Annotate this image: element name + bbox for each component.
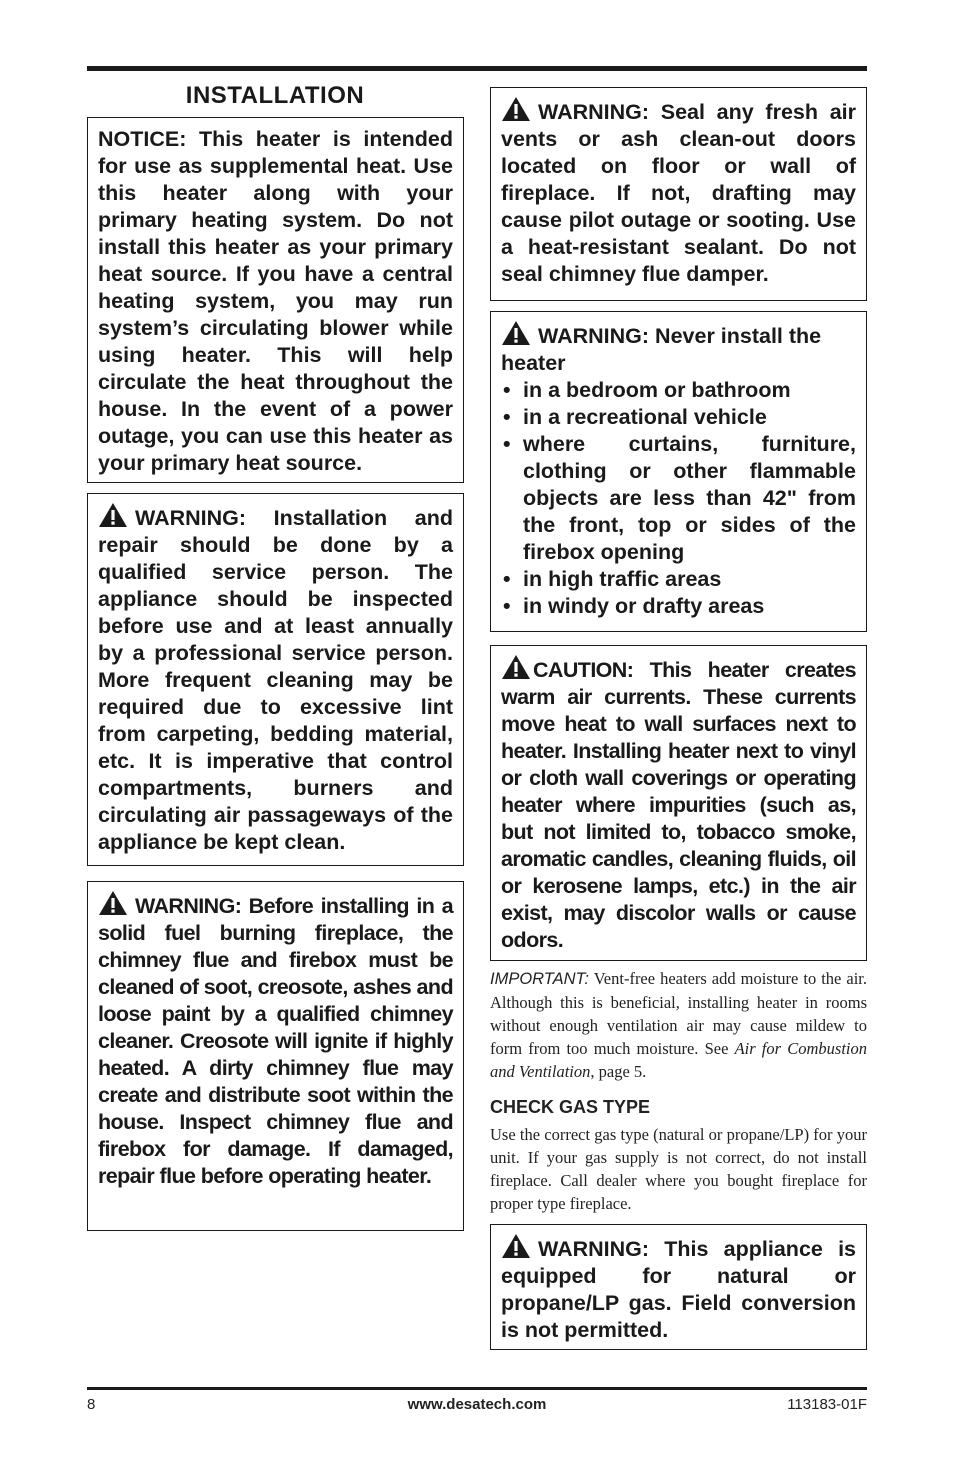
location-list bbox=[501, 377, 856, 620]
warning-never-install-box bbox=[490, 311, 867, 632]
warning-triangle-icon bbox=[501, 96, 531, 122]
check-gas-heading: CHECK GAS TYPE bbox=[490, 1097, 651, 1117]
warning-seal-box bbox=[490, 87, 867, 301]
document-number: 113183-01F bbox=[787, 1396, 867, 1413]
warning-never-install-intro: WARNING: Never install the heater bbox=[501, 324, 822, 375]
warning-triangle-icon bbox=[98, 502, 128, 528]
important-label: IMPORTANT: bbox=[490, 970, 589, 988]
page-number: 8 bbox=[87, 1396, 96, 1413]
list-item: • in high traffic areas bbox=[501, 566, 856, 593]
caution-currents-text: CAUTION: This heater creates warm air currents. These currents move heat to wall surfaces next to heater. Installing heater next to vinyl or cloth wall coverings or operating heater where impurities (such as, but not limited to, tobacco smoke, aromatic candles, cleaning fluids, oil or kerosene lamps, etc.) in the air exist, may discolor walls or cause odors. bbox=[501, 658, 856, 952]
warning-triangle-icon bbox=[501, 654, 531, 680]
warning-triangle-icon bbox=[501, 1233, 531, 1259]
list-item: • in a bedroom or bathroom bbox=[501, 377, 856, 404]
important-reference: Air for Combustion and Ventilation bbox=[490, 1039, 867, 1081]
bottom-rule bbox=[87, 1387, 867, 1390]
notice-text: NOTICE: This heater is intended for use as supplemental heat. Use this heater along with your primary heating system. Do not install this heater as your primary heat source. If you have a central heating system, you may run system’s circulating blower while using heater. This will help circulate the heat throughout the house. In the event of a power outage, you can use this heater as your primary heat source. bbox=[98, 127, 453, 475]
warning-solid-fuel-box bbox=[87, 881, 464, 1231]
list-item: • in windy or drafty areas bbox=[501, 593, 856, 620]
warning-installation-box bbox=[87, 493, 464, 866]
warning-seal-text: WARNING: Seal any fresh air vents or ash clean-out doors located on floor or wall of fireplace. If not, drafting may cause pilot outage or sooting. Use a heat-resistant sealant. Do not seal chimney flue damper. bbox=[501, 100, 856, 286]
warning-triangle-icon bbox=[98, 890, 128, 916]
warning-installation-text: WARNING: Installation and repair should be done by a qualified service person. The appliance should be inspected before use and at least annually by a professional service person. More frequent cleaning may be required due to excessive lint from carpeting, bedding material, etc. It is imperative that control compartments, burners and circulating air passageways of the appliance be kept clean. bbox=[98, 506, 453, 854]
warning-solid-fuel-text: WARNING: Before installing in a solid fuel burning fireplace, the chimney flue and firebox must be cleaned of soot, creosote, ashes and loose paint by a qualified chimney cleaner. Creosote will ignite if highly heated. A dirty chimney flue may create and distribute soot within the house. Inspect chimney flue and firebox for damage. If damaged, repair flue before operating heater. bbox=[98, 894, 453, 1188]
important-text: Vent-free heaters add moisture to the air. Although this is beneficial, installing heater in rooms without enough ventilation air may cause mildew to form from too much moisture. See bbox=[490, 969, 867, 1058]
check-gas-text: Use the correct gas type (natural or propane/LP) for your unit. If your gas supply is not correct, do not install fireplace. Call dealer where you bought fireplace for proper type fireplace. bbox=[490, 1125, 867, 1213]
caution-currents-box bbox=[490, 645, 867, 961]
important-paragraph bbox=[490, 967, 867, 1083]
warning-gas-text: WARNING: This appliance is equipped for natural or propane/LP gas. Field conversion is not permitted. bbox=[501, 1237, 856, 1342]
important-tail: , page 5. bbox=[590, 1062, 647, 1081]
warning-triangle-icon bbox=[501, 320, 531, 346]
section-title: INSTALLATION bbox=[185, 82, 365, 109]
top-rule bbox=[87, 66, 867, 71]
list-item: • in a recreational vehicle bbox=[501, 404, 856, 431]
warning-gas-box bbox=[490, 1224, 867, 1350]
website-link[interactable]: www.desatech.com bbox=[407, 1396, 547, 1413]
notice-box bbox=[87, 117, 464, 483]
list-item: • where curtains, furniture, clothing or other flammable objects are less than 42" from the front, top or sides of the firebox opening bbox=[501, 431, 856, 566]
